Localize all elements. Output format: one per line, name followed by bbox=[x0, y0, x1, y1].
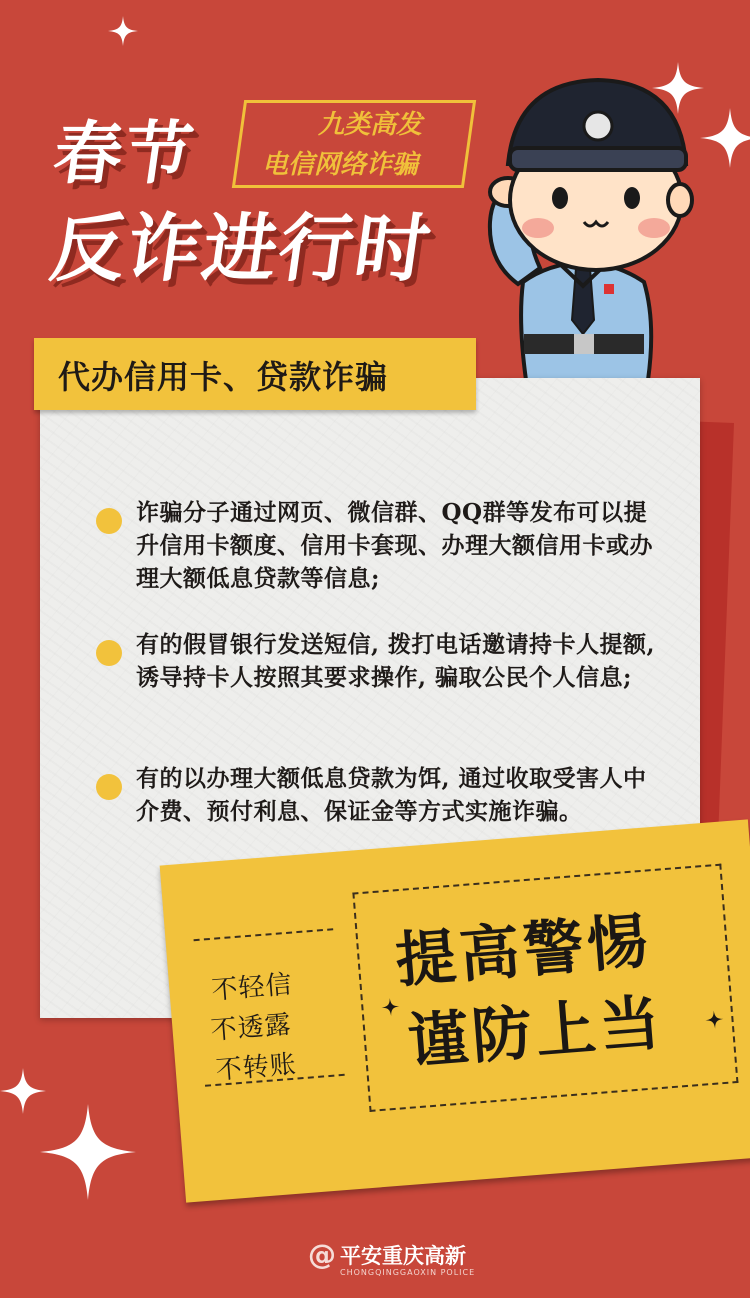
bullet-dot-icon bbox=[96, 508, 122, 534]
list-item-text: 有的假冒银行发送短信, 拨打电话邀请持卡人提额, 诱导持卡人按照其要求操作, 骗取公民个人信息; bbox=[136, 631, 656, 691]
footer-account-subtitle: CHONGQINGGAOXIN POLICE bbox=[340, 1268, 476, 1277]
sparkle-icon bbox=[40, 1104, 136, 1200]
ticket-headline-2: 谨防上当 bbox=[405, 987, 667, 1078]
ticket-headline-1: 提高警惕 bbox=[393, 906, 654, 997]
title-line-2: 反诈进行时 bbox=[45, 206, 438, 292]
warning-ticket bbox=[160, 819, 750, 1202]
bullet-dot-icon bbox=[96, 774, 122, 800]
sparkle-icon bbox=[108, 16, 138, 46]
sparkle-icon bbox=[705, 1010, 725, 1033]
list-item bbox=[96, 628, 656, 738]
section-title: 代办信用卡、贷款诈骗 bbox=[58, 358, 389, 396]
tag-line-2: 电信网络诈骗 bbox=[262, 150, 419, 180]
bullet-dot-icon bbox=[96, 640, 122, 666]
ticket-divider bbox=[194, 928, 334, 941]
at-sign-icon: @ bbox=[308, 1238, 336, 1271]
sparkle-icon bbox=[700, 108, 750, 168]
sparkle-icon bbox=[381, 997, 401, 1020]
ticket-slogan: 不透露 bbox=[209, 1009, 293, 1047]
ticket-slogan: 不转账 bbox=[214, 1049, 298, 1086]
list-item-text: 有的以办理大额低息贷款为饵, 通过收取受害人中介费、预付利息、保证金等方式实施诈骗。 bbox=[136, 765, 647, 825]
tag-line-1: 九类高发 bbox=[318, 110, 423, 140]
list-item bbox=[96, 762, 656, 842]
footer-account-name: 平安重庆高新 bbox=[340, 1244, 466, 1268]
list-item bbox=[96, 496, 656, 606]
police-officer-illustration bbox=[468, 72, 698, 380]
title-line-1: 春节 bbox=[48, 115, 200, 194]
ticket-slogan: 不轻信 bbox=[210, 969, 294, 1006]
list-item-text: 诈骗分子通过网页、微信群、QQ群等发布可以提升信用卡额度、信用卡套现、办理大额信用卡或办理大额低息贷款等信息; bbox=[136, 499, 653, 592]
